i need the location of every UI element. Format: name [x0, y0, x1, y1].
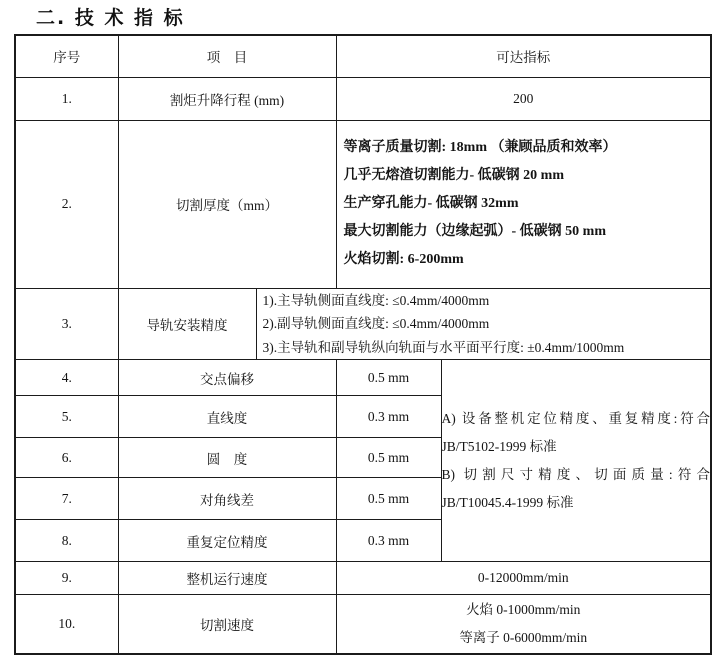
serial-cell: 9. — [15, 562, 118, 595]
header-item-cell: 项 目 — [118, 35, 336, 77]
item-cell: 割炬升降行程 (mm) — [118, 77, 336, 120]
table-row — [15, 595, 711, 654]
table-row — [15, 360, 711, 396]
table-header-row — [15, 35, 711, 77]
value-cell: 0.5 mm — [336, 438, 441, 478]
serial-cell: 5. — [15, 396, 118, 438]
item-cell: 交点偏移 — [118, 360, 336, 396]
header-target-cell: 可达指标 — [336, 35, 711, 77]
spec-line: 最大切割能力（边缘起弧）- 低碳钢 50 mm — [343, 224, 606, 239]
spec-line: 火焰切割: 6-200mm — [343, 252, 464, 267]
value-cell: 200 — [336, 77, 711, 120]
item-cell: 导轨安装精度 — [118, 288, 256, 360]
cutting-thickness-spec-cell — [336, 120, 711, 288]
serial-cell: 7. — [15, 478, 118, 520]
item-cell: 直线度 — [118, 396, 336, 438]
item-cell: 对角线差 — [118, 478, 336, 520]
serial-cell: 10. — [15, 595, 118, 654]
table-row — [15, 120, 711, 288]
spec-line: 几乎无熔渣切割能力- 低碳钢 20 mm — [343, 168, 564, 183]
spec-line: 3).主导轨和副导轨纵向轨面与水平面平行度: ±0.4mm/1000mm — [262, 339, 625, 355]
item-cell: 重复定位精度 — [118, 520, 336, 562]
value-cell: 0.3 mm — [336, 520, 441, 562]
note-line: JB/T10045.4-1999 标准 — [441, 494, 574, 510]
value-cell: 0.3 mm — [336, 396, 441, 438]
rail-accuracy-spec-cell — [256, 288, 711, 360]
spec-line: 1).主导轨侧面直线度: ≤0.4mm/4000mm — [262, 292, 490, 308]
spec-table — [14, 34, 712, 655]
item-cell: 切割厚度（mm） — [118, 120, 336, 288]
standards-note-cell — [441, 360, 711, 562]
note-line: B) 切割尺寸精度、切面质量:符合 — [441, 466, 710, 482]
table-row — [15, 77, 711, 120]
note-line: A) 设备整机定位精度、重复精度:符合 — [441, 410, 710, 426]
spec-line: 火焰 0-1000mm/min — [466, 601, 581, 617]
spec-line: 2).副导轨侧面直线度: ≤0.4mm/4000mm — [262, 316, 490, 331]
header-serial-cell: 序号 — [15, 35, 118, 77]
value-cell: 0.5 mm — [336, 478, 441, 520]
table-row — [15, 562, 711, 595]
spec-line: 等离子 0-6000mm/min — [459, 629, 588, 645]
table-row — [15, 288, 711, 360]
note-line: JB/T5102-1999 标准 — [441, 438, 557, 454]
serial-cell: 3. — [15, 288, 118, 360]
serial-cell: 1. — [15, 77, 118, 120]
value-cell: 0-12000mm/min — [336, 562, 711, 595]
item-cell: 切割速度 — [118, 595, 336, 654]
cutting-speed-cell — [336, 595, 711, 654]
serial-cell: 2. — [15, 120, 118, 288]
section-title: 二. 技 术 指 标 — [36, 7, 185, 29]
serial-cell: 4. — [15, 360, 118, 396]
item-cell: 圆 度 — [118, 438, 336, 478]
serial-cell: 8. — [15, 520, 118, 562]
serial-cell: 6. — [15, 438, 118, 478]
item-cell: 整机运行速度 — [118, 562, 336, 595]
value-cell: 0.5 mm — [336, 360, 441, 396]
spec-line: 等离子质量切割: 18mm （兼顾品质和效率） — [343, 140, 617, 155]
spec-line: 生产穿孔能力- 低碳钢 32mm — [343, 196, 519, 211]
